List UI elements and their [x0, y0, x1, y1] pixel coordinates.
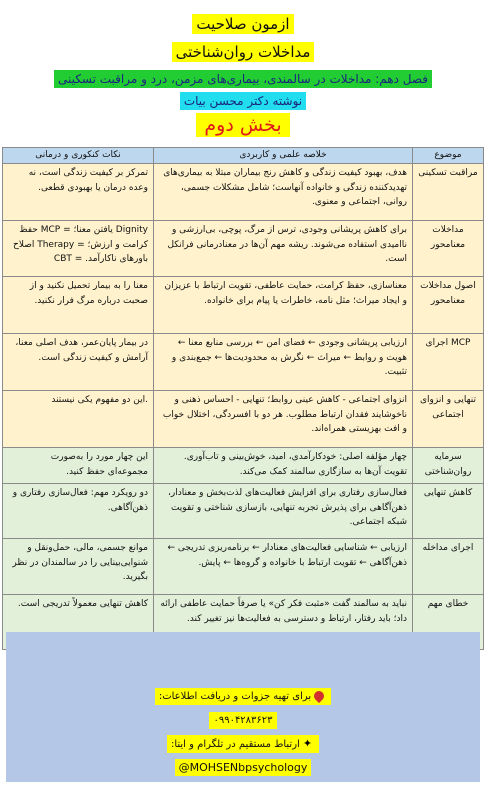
title-exam: ازمون صلاحیت: [192, 14, 293, 34]
row-summary: معناسازی، حفظ کرامت، حمایت عاطفی، تقویت ارتباط با عزیزان و ایجاد میراث؛ مثل نامه، خاطرات یا پیام برای خانواده.: [154, 277, 413, 334]
row-notes: این چهار مورد را به‌صورت مجموعه‌ای حفظ کنید.: [3, 448, 154, 484]
row-summary: برای کاهش پریشانی وجودی، ترس از مرگ، پوچی، بی‌ارزشی و ناامیدی استفاده می‌شوند. ریشه مهم آن‌ها در معنادرمانی فرانکل است.: [154, 221, 413, 277]
row-topic: MCP اجرای: [413, 334, 484, 391]
row-notes: دو رویکرد مهم: فعال‌سازی رفتاری و ذهن‌آگاهی.: [3, 484, 154, 539]
header-topic: موضوع: [413, 148, 484, 164]
header-notes: نکات کنکوری و درمانی: [3, 148, 154, 164]
row-topic: سرمایه روان‌شناختی: [413, 448, 484, 484]
part-title: بخش دوم: [196, 113, 289, 137]
row-summary: انزوای اجتماعی - کاهش عینی روابط؛ تنهایی - احساس ذهنی و ناخوشایند فقدان ارتباط مطلوب. هر دو با افسردگی، اختلال خواب و افت بهزیستی همراه‌اند.: [154, 391, 413, 448]
table-row: [3, 334, 484, 391]
row-summary: نباید به سالمند گفت «مثبت فکر کن» یا صرفاً حمایت عاطفی ارائه داد؛ باید رفتار، ارتباط و دسترسی به فعالیت‌ها نیز تغییر کند.: [154, 595, 413, 650]
summary-table: [2, 147, 484, 650]
row-notes: Dignity یافتن معنا؛ = MCP حفظ کرامت و ارزش؛ = Therapy اصلاح باورهای ناکارآمد. = CBT: [3, 221, 154, 277]
contact-line-4: [6, 756, 480, 776]
table-row: [3, 448, 484, 484]
table-row: [3, 484, 484, 539]
row-summary: فعال‌سازی رفتاری برای افزایش فعالیت‌های لذت‌بخش و معنادار، ذهن‌آگاهی برای پذیرش تجربه تنهایی، بازسازی شناختی و تقویت شبکه اجتماعی.: [154, 484, 413, 539]
row-topic: اجرای مداخله: [413, 539, 484, 595]
social-handle[interactable]: @MOHSENbpsychology: [175, 759, 312, 776]
part-line: [0, 113, 486, 137]
row-notes: معنا را به بیمار تحمیل نکنید و از صحبت درباره مرگ فرار نکنید.: [3, 277, 154, 334]
row-topic: تنهایی و انزوای اجتماعی: [413, 391, 484, 448]
header-summary: خلاصه علمی و کاربردی: [154, 148, 413, 164]
contact-line-1: [6, 684, 480, 705]
title-line-2: [0, 42, 486, 62]
phone-number[interactable]: ۰۹۹۰۴۲۸۳۶۲۳: [209, 712, 276, 729]
row-summary: چهار مؤلفه اصلی: خودکارآمدی، امید، خوش‌بینی و تاب‌آوری. تقویت آن‌ها به سازگاری سالمند کمک می‌کند.: [154, 448, 413, 484]
table-row: [3, 277, 484, 334]
row-notes: .این دو مفهوم یکی نیستند: [3, 391, 154, 448]
contact-footer: [6, 632, 480, 782]
messenger-label: ✦ارتباط مستقیم در تلگرام و ایتا:: [167, 735, 319, 753]
row-notes: موانع جسمی، مالی، حمل‌ونقل و شنوایی‌بینایی را در سالمندان در نظر بگیرید.: [3, 539, 154, 595]
row-topic: کاهش تنهایی: [413, 484, 484, 539]
author: نوشته دکتر محسن بیات: [180, 92, 306, 110]
title-line-1: [0, 14, 486, 34]
contact-line-3: [6, 732, 480, 753]
chapter-line: [0, 68, 486, 88]
author-line: [0, 90, 486, 110]
table-row: [3, 164, 484, 221]
row-summary: ارزیابی پریشانی وجودی ← فضای امن ← بررسی منابع معنا ← هویت و روابط ← میراث ← نگرش به محدودیت‌ها ← جمع‌بندی و تثبیت.: [154, 334, 413, 391]
row-topic: خطای مهم: [413, 595, 484, 650]
row-topic: مراقبت تسکینی: [413, 164, 484, 221]
pushpin-icon: [312, 689, 326, 703]
sparkle-icon: ✦: [302, 737, 313, 750]
row-summary: ارزیابی ← شناسایی فعالیت‌های معنادار ← برنامه‌ریزی تدریجی ← ذهن‌آگاهی ← تقویت ارتباط با خانواده و گروه‌ها ← پایش.: [154, 539, 413, 595]
row-notes: کاهش تنهایی معمولاً تدریجی است.: [3, 595, 154, 650]
contact-line-2: [6, 708, 480, 729]
table-row: [3, 391, 484, 448]
contact-info-label: برای تهیه جزوات و دریافت اطلاعات:: [155, 688, 331, 705]
row-topic: اصول مداخلات معنامحور: [413, 277, 484, 334]
table-row: [3, 539, 484, 595]
title-subject: مداخلات روان‌شناختی: [172, 42, 315, 62]
row-notes: تمرکز بر کیفیت زندگی است، نه وعده درمان یا بهبودی قطعی.: [3, 164, 154, 221]
row-summary: هدف، بهبود کیفیت زندگی و کاهش رنج بیماران مبتلا به بیماری‌های تهدیدکننده زندگی و خانواده آنهاست؛ شامل مشکلات جسمی، روانی، اجتماعی و معنوی.: [154, 164, 413, 221]
table-header-row: [3, 148, 484, 164]
table-row: [3, 221, 484, 277]
chapter-subtitle: فصل دهم: مداخلات در سالمندی، بیماری‌های مزمن، درد و مراقبت تسکینی: [54, 70, 432, 88]
row-topic: مداخلات معنامحور: [413, 221, 484, 277]
row-notes: در بیمار پایان‌عمر، هدف اصلی معنا، آرامش و کیفیت زندگی است.: [3, 334, 154, 391]
